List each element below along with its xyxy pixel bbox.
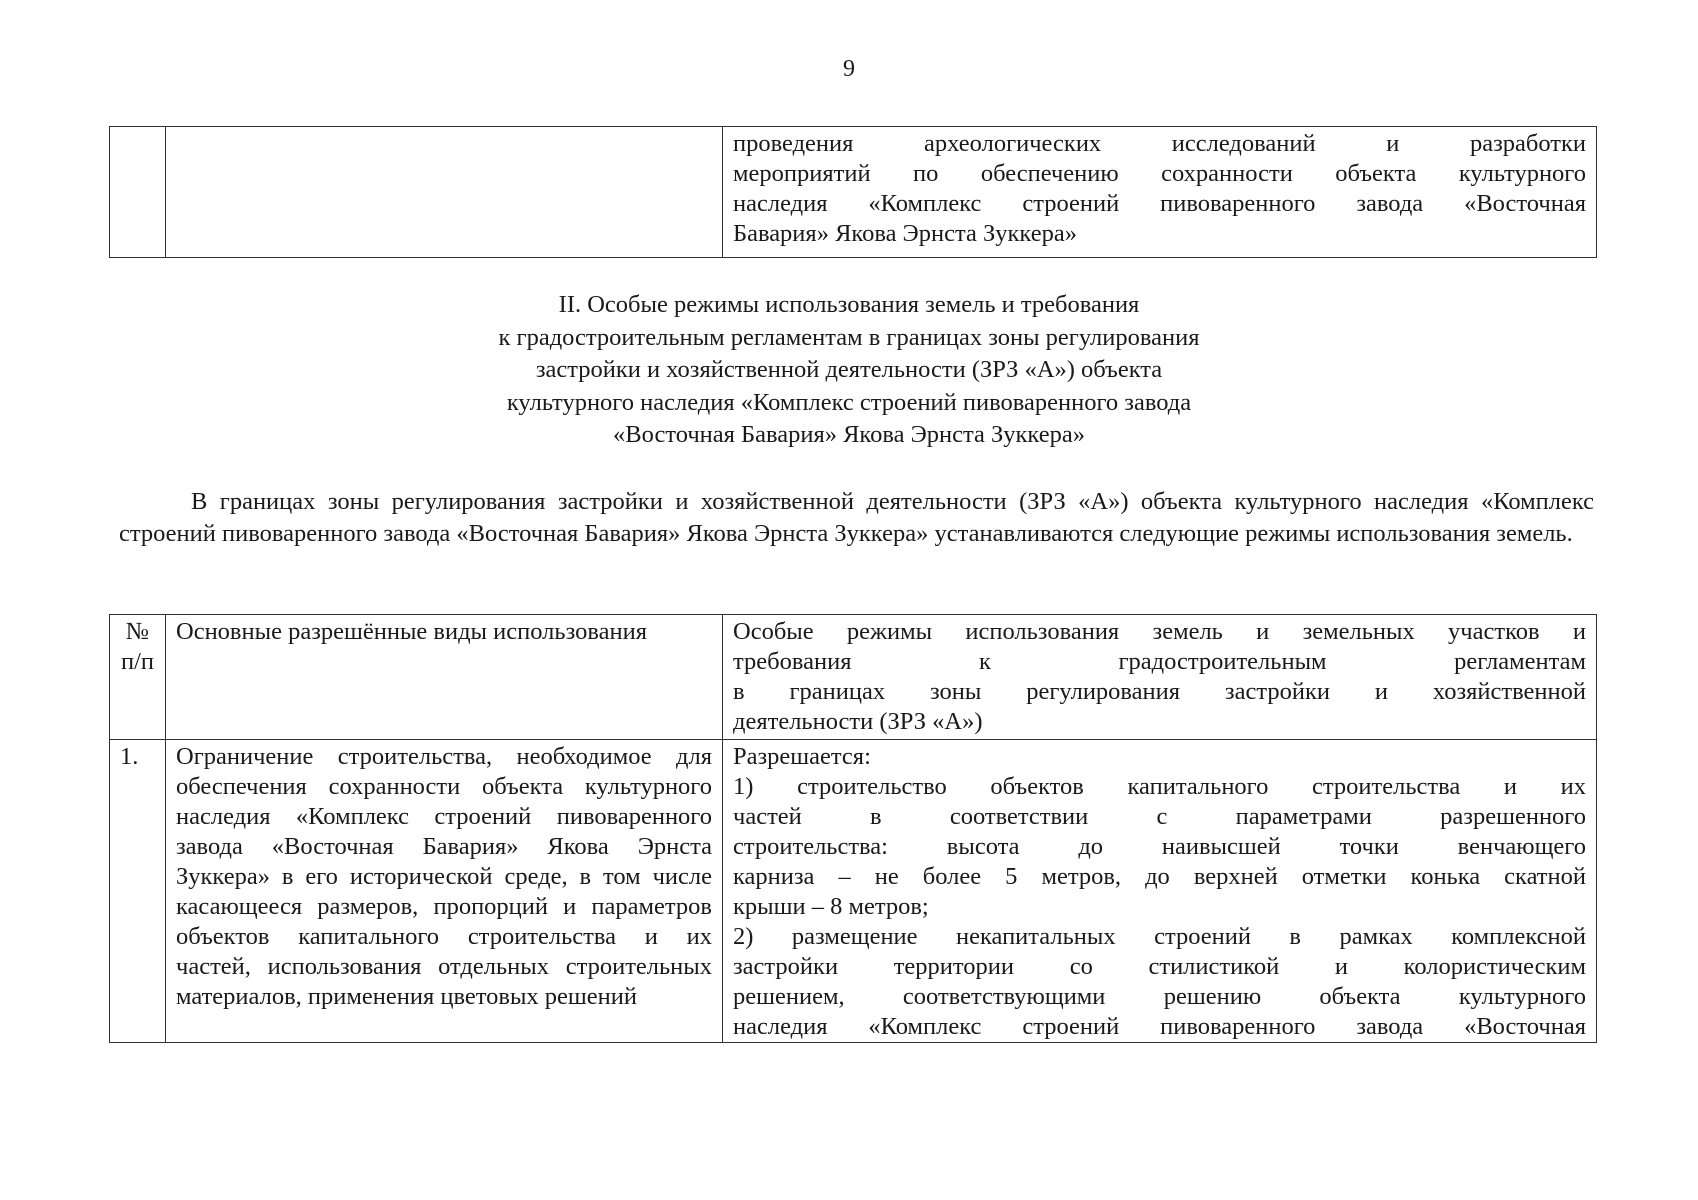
text-line: наследия «Комплекс строений пивоваренного	[176, 803, 712, 830]
header-use-types: Основные разрешённые виды использования	[166, 615, 723, 740]
row-num: 1.	[110, 740, 166, 1043]
text-line: обеспечения сохранности объекта культурного	[176, 773, 712, 800]
text-line: наследия «Комплекс строений пивоваренного завода «Восточная	[733, 1013, 1586, 1040]
intro-paragraph: В границах зоны регулирования застройки и хозяйственной деятельности (ЗРЗ «А») объекта культурного наследия «Комплекс строений пивоваренного завода «Восточная Бавария» Якова Эрнста Зуккера» устанавливаются следующие режимы использования земель.	[119, 488, 1594, 547]
text-line: в границах зоны регулирования застройки и хозяйственной	[733, 678, 1586, 705]
text-line: карниза – не более 5 метров, до верхней отметки конька скатной	[733, 863, 1586, 890]
section-title-line: застройки и хозяйственной деятельности (ЗРЗ «А») объекта	[535, 356, 1163, 383]
table-header-row	[110, 615, 1597, 740]
table-cell-use-type	[166, 127, 723, 258]
text-line: Бавария» Якова Эрнста Зуккера»	[733, 220, 1077, 247]
text-line: материалов, применения цветовых решений	[176, 983, 638, 1010]
section-title-line: к градостроительным регламентам в границах зоны регулирования	[498, 323, 1200, 351]
text-line: Зуккера» в его исторической среде, в том числе	[176, 863, 712, 890]
text-line: завода «Восточная Бавария» Якова Эрнста	[176, 833, 712, 860]
text-line: 2) размещение некапитальных строений в рамках комплексной	[733, 923, 1586, 950]
section-title-line: «Восточная Бавария» Якова Эрнста Зуккера»	[613, 421, 1085, 448]
text-line: 1) строительство объектов капитального строительства и их	[733, 773, 1586, 800]
text-line: наследия «Комплекс строений пивоваренного завода «Восточная	[733, 190, 1586, 217]
section-title	[0, 289, 1698, 452]
page-number: 9	[843, 56, 855, 82]
header-num-line: №	[125, 618, 150, 645]
text-line: объектов капитального строительства и их	[176, 923, 712, 950]
regimes-table	[109, 614, 1597, 1043]
table-cell-num	[110, 127, 166, 258]
continuation-table	[109, 126, 1597, 258]
text-line: Разрешается:	[733, 743, 871, 770]
header-regimes	[723, 615, 1597, 740]
section-title-line: культурного наследия «Комплекс строений пивоваренного завода	[506, 388, 1192, 416]
text-line: строительства: высота до наивысшей точки венчающего	[733, 833, 1586, 860]
text-line: деятельности (ЗРЗ «А»)	[733, 708, 983, 735]
text-line: частей, использования отдельных строительных	[176, 953, 712, 980]
text-line: касающееся размеров, пропорций и параметров	[176, 893, 712, 920]
text-line: мероприятий по обеспечению сохранности объекта культурного	[733, 160, 1586, 187]
section-title-line: II. Особые режимы использования земель и требования	[558, 291, 1140, 318]
row-regime	[723, 740, 1597, 1043]
header-num	[110, 615, 166, 740]
row-use-type	[166, 740, 723, 1043]
text-line: крыши – 8 метров;	[733, 893, 929, 920]
text-line: решением, соответствующими решению объекта культурного	[733, 983, 1586, 1010]
header-num-line: п/п	[120, 648, 155, 675]
table-cell-regime	[723, 127, 1597, 258]
text-line: требования к градостроительным регламентам	[733, 648, 1586, 675]
table-row	[110, 740, 1597, 1043]
text-line: Ограничение строительства, необходимое для	[176, 743, 712, 770]
text-line: Особые режимы использования земель и земельных участков и	[733, 618, 1586, 645]
text-line: застройки территории со стилистикой и колористическим	[733, 953, 1586, 980]
text-line: проведения археологических исследований и разработки	[733, 130, 1586, 157]
text-line: частей в соответствии с параметрами разрешенного	[733, 803, 1586, 830]
table-row	[110, 127, 1597, 258]
